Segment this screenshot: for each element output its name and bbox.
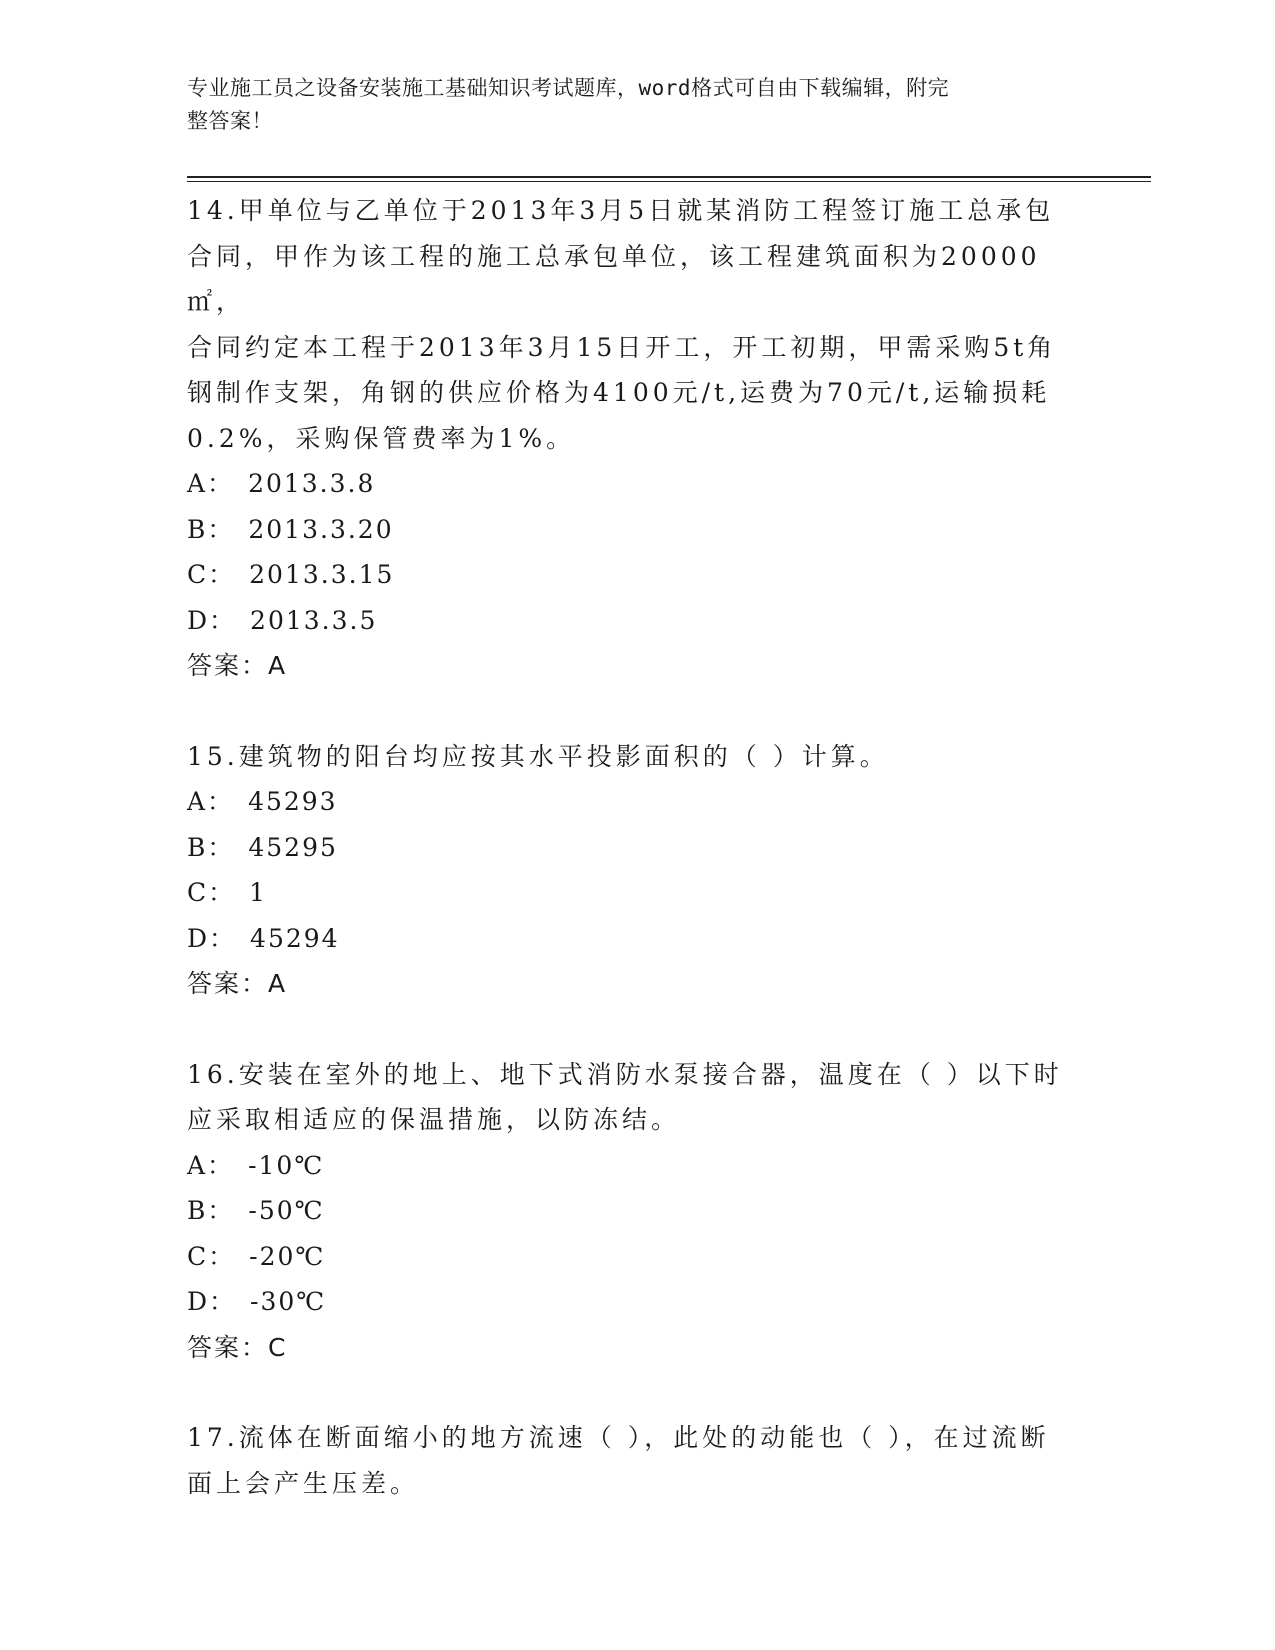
answer-line: 答案：A (187, 969, 288, 998)
option-value: 1 (249, 878, 268, 907)
option-label: C： (187, 560, 236, 589)
option-d (187, 916, 1087, 962)
document-header (187, 72, 1067, 138)
header-line-2: 整答案！ (187, 109, 273, 133)
option-value: 2013.3.5 (250, 605, 378, 635)
question-stem-line: 合同，甲作为该工程的施工总承包单位，该工程建筑面积为20000㎡， (187, 241, 1041, 316)
option-label: D： (187, 605, 237, 635)
option-value: 2013.3.8 (248, 469, 376, 498)
option-label: A： (187, 787, 235, 816)
question-16 (187, 1052, 1087, 1371)
option-a (187, 1143, 1087, 1189)
question-stem-line: 面上会产生压差。 (187, 1468, 420, 1498)
option-label: D： (187, 1287, 237, 1316)
option-label: B： (187, 514, 235, 544)
question-stem-line: 14.甲单位与乙单位于2013年3月5日就某消防工程签订施工总承包 (187, 196, 1055, 225)
option-value: -10℃ (248, 1150, 325, 1180)
header-divider-thin (187, 181, 1151, 182)
answer-line: 答案：C (187, 1332, 288, 1362)
question-stem-line: 0.2%，采购保管费率为1%。 (187, 423, 576, 453)
option-c (187, 552, 1087, 598)
option-label: B： (187, 832, 235, 862)
option-c (187, 1234, 1087, 1280)
question-gap (187, 1370, 1087, 1415)
question-gap (187, 689, 1087, 734)
option-value: 45294 (250, 923, 340, 953)
option-value: 2013.3.20 (248, 514, 394, 544)
question-14 (187, 188, 1087, 689)
option-value: 2013.3.15 (249, 560, 395, 589)
question-stem-line: 钢制作支架，角钢的供应价格为4100元/t,运费为70元/t,运输损耗 (187, 378, 1051, 407)
option-value: -20℃ (249, 1241, 326, 1271)
option-label: C： (187, 1241, 236, 1271)
question-gap (187, 1007, 1087, 1052)
option-a (187, 461, 1087, 507)
option-b (187, 825, 1087, 871)
option-a (187, 779, 1087, 825)
question-stem-line: 15.建筑物的阳台均应按其水平投影面积的（ ）计算。 (187, 741, 889, 771)
option-value: 45295 (248, 832, 338, 862)
header-line-1: 专业施工员之设备安装施工基础知识考试题库，word格式可自由下载编辑，附完 (187, 76, 950, 100)
option-b (187, 1188, 1087, 1234)
option-b (187, 507, 1087, 553)
option-value: -30℃ (250, 1287, 327, 1316)
question-stem-line: 17.流体在断面缩小的地方流速（ ），此处的动能也（ ），在过流断 (187, 1423, 1050, 1452)
answer-line: 答案：A (187, 651, 288, 680)
option-label: D： (187, 923, 237, 953)
question-list (187, 188, 1087, 1506)
option-label: C： (187, 878, 236, 907)
option-label: A： (187, 1150, 235, 1180)
option-value: -50℃ (248, 1196, 325, 1225)
question-stem-line: 16.安装在室外的地上、地下式消防水泵接合器，温度在（ ）以下时 (187, 1059, 1063, 1089)
question-15 (187, 734, 1087, 1007)
option-c (187, 870, 1087, 916)
option-d (187, 598, 1087, 644)
option-label: A： (187, 469, 235, 498)
option-value: 45293 (248, 787, 338, 816)
option-label: B： (187, 1196, 235, 1225)
question-stem-line: 合同约定本工程于2013年3月15日开工，开工初期，甲需采购5t角 (187, 332, 1057, 362)
question-17 (187, 1415, 1087, 1506)
question-stem-line: 应采取相适应的保温措施，以防冻结。 (187, 1105, 681, 1134)
option-d (187, 1279, 1087, 1325)
header-divider (187, 176, 1151, 178)
